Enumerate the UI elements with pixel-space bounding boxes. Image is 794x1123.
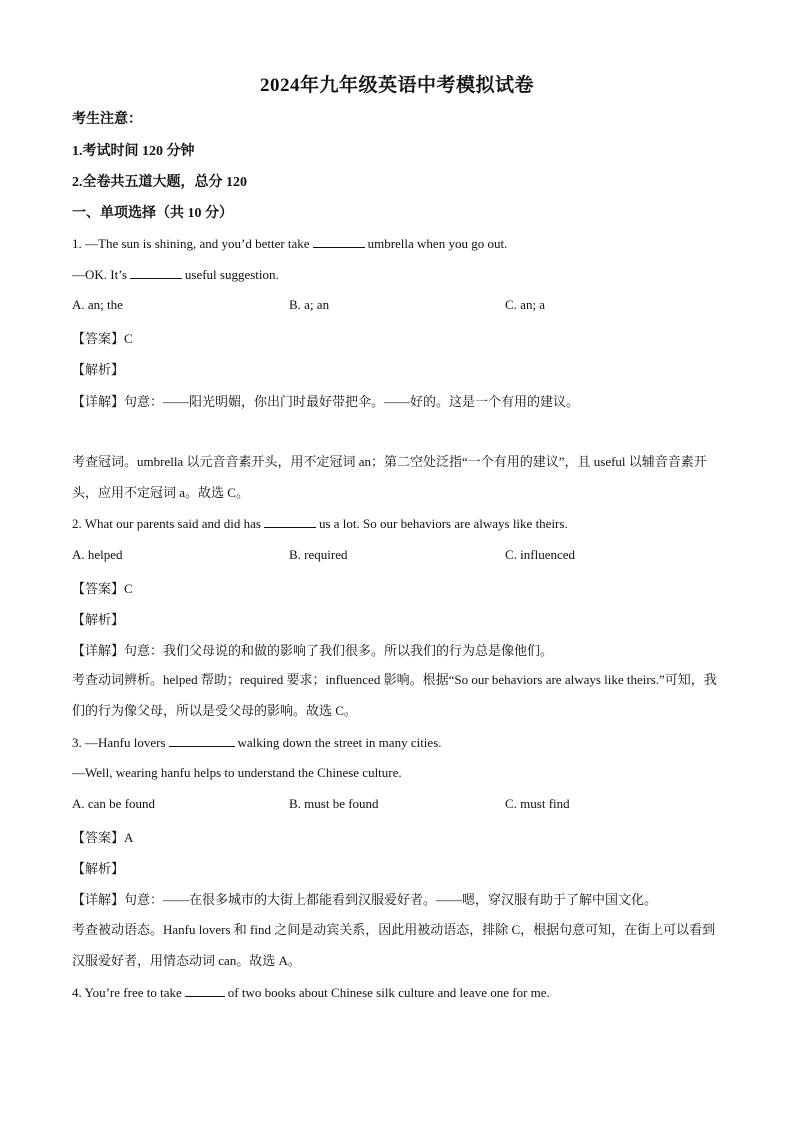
analysis-label: 【解析】 [72, 362, 125, 377]
answer-value: C [124, 331, 133, 346]
answer-blank [264, 515, 316, 528]
answer-value: C [124, 581, 133, 596]
option-c: C. an; a [505, 297, 546, 312]
detail-label: 【详解】 [72, 394, 125, 409]
detail-label: 【详解】 [72, 892, 125, 907]
question-text: 3. —Hanfu lovers [72, 735, 166, 750]
answer-line [72, 578, 133, 597]
explanation-text: 考查动词辨析。helped 帮助；required 要求；influenced 影响。根据“So our behaviors are always like theirs.”可知，我们的行为像父母，所以是受父母的影响。故选 C。 [72, 672, 717, 718]
explanation-text: 考查被动语态。Hanfu lovers 和 find 之间是动宾关系，因此用被动语态，排除 C，根据句意可知，在街上可以看到汉服爱好者，用情态动词 can。故选 A。 [72, 922, 716, 968]
question-3-line-2: —Well, wearing hanfu helps to understand the Chinese culture. [72, 765, 402, 780]
question-1-line-1 [72, 235, 507, 252]
question-text: of two books about Chinese silk culture and leave one for me. [227, 985, 550, 1000]
option-b: B. required [289, 547, 348, 562]
explanation-text: 考查冠词。umbrella 以元音音素开头，用不定冠词 an；第二空处泛指“一个有用的建议”，且 useful 以辅音音素开头，应用不定冠词 a。故选 C。 [72, 454, 707, 500]
answer-blank [169, 734, 235, 747]
question-2-line [72, 515, 568, 532]
detail-line [72, 391, 579, 410]
answer-label: 【答案】 [72, 331, 125, 346]
analysis-label: 【解析】 [72, 612, 125, 627]
option-c: C. influenced [505, 547, 576, 562]
section-heading: 一、单项选择（共 10 分） [72, 206, 233, 221]
question-3-line-1 [72, 734, 442, 751]
notice-heading: 考生注意： [72, 112, 142, 127]
question-text: 4. You’re free to take [72, 985, 182, 1000]
answer-label: 【答案】 [72, 581, 125, 596]
notice-item-1: 1.考试时间 120 分钟 [72, 144, 195, 159]
notice-item-2: 2.全卷共五道大题，总分 120 [72, 175, 247, 190]
detail-line [72, 640, 553, 659]
detail-text: 句意：我们父母说的和做的影响了我们很多。所以我们的行为总是像他们。 [124, 643, 554, 658]
answer-blank [185, 984, 225, 997]
question-text: umbrella when you go out. [367, 236, 508, 251]
question-text: —OK. It’s [72, 267, 127, 282]
option-a: A. helped [72, 547, 123, 562]
option-b: B. must be found [289, 796, 379, 811]
answer-line [72, 827, 133, 846]
question-text: useful suggestion. [184, 267, 279, 282]
question-text: walking down the street in many cities. [237, 735, 442, 750]
question-1-line-2 [72, 266, 279, 283]
answer-line [72, 328, 133, 347]
analysis-label: 【解析】 [72, 861, 125, 876]
option-b: B. a; an [289, 297, 330, 312]
answer-label: 【答案】 [72, 830, 125, 845]
question-text: 2. What our parents said and did has [72, 516, 261, 531]
question-text: us a lot. So our behaviors are always like theirs. [318, 516, 568, 531]
detail-label: 【详解】 [72, 643, 125, 658]
page-title: 2024年九年级英语中考模拟试卷 [259, 75, 534, 96]
option-c: C. must find [505, 796, 570, 811]
question-text: 1. —The sun is shining, and you’d better take [72, 236, 310, 251]
option-a: A. can be found [72, 796, 156, 811]
detail-text: 句意：——阳光明媚，你出门时最好带把伞。——好的。这是一个有用的建议。 [124, 394, 580, 409]
detail-text: 句意：——在很多城市的大街上都能看到汉服爱好者。——嗯，穿汉服有助于了解中国文化。 [124, 892, 658, 907]
answer-value: A [124, 830, 134, 845]
answer-blank [313, 235, 365, 248]
question-4-line [72, 984, 550, 1001]
option-a: A. an; the [72, 297, 123, 312]
detail-line [72, 889, 657, 908]
answer-blank [130, 266, 182, 279]
